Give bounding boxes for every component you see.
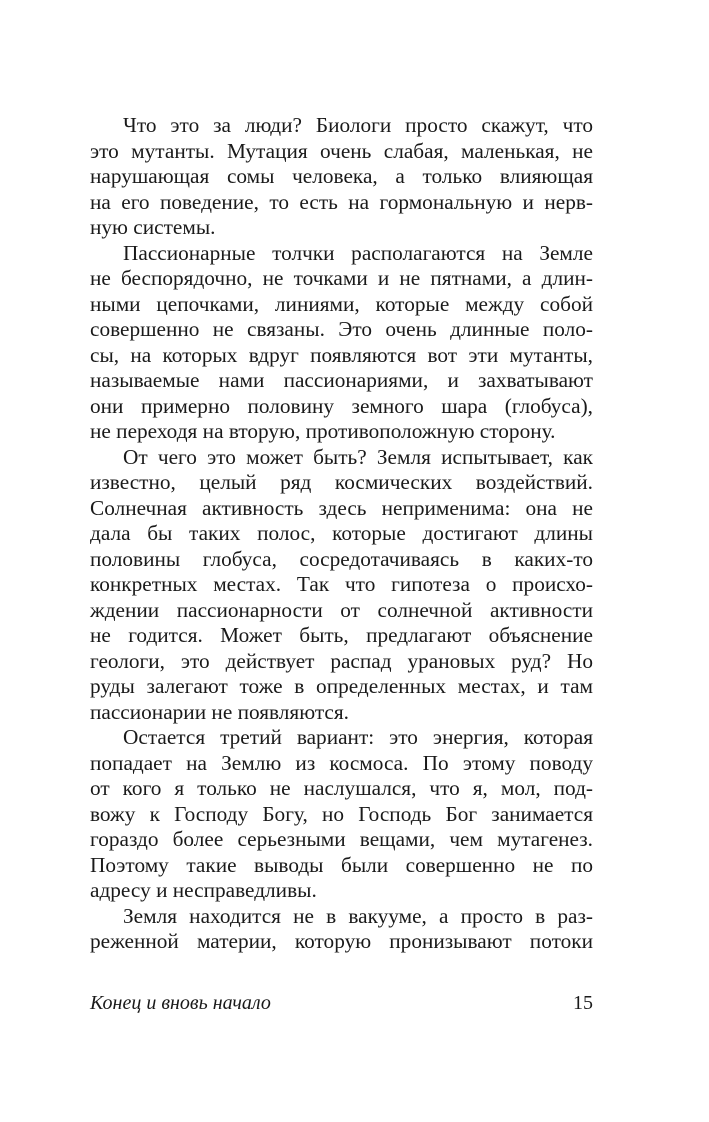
text-line: руды залегают тоже в определенных местах, и там	[90, 674, 593, 698]
page-footer	[90, 988, 593, 1018]
text-line: реженной материи, которую пронизывают потоки	[90, 929, 593, 953]
text-line: Пассионарные толчки располагаются на Земле	[123, 240, 593, 265]
text-line: Поэтому такие выводы были совершенно не по	[90, 852, 593, 877]
running-title: Конец и вновь начало	[90, 992, 271, 1014]
paragraph-4	[90, 725, 593, 904]
text-line: дала бы таких полос, которые достигают длины	[90, 521, 593, 545]
text-line: совершенно не связаны. Это очень длинные поло-	[90, 317, 593, 341]
text-line: геологи, это действует распад урановых руд? Но	[90, 648, 593, 673]
paragraph-1	[90, 113, 593, 241]
book-page	[90, 113, 593, 1023]
text-line: ную системы.	[90, 215, 216, 239]
text-line: сы, на которых вдруг появляются вот эти мутанты,	[90, 342, 593, 367]
text-line: от кого я только не наслушался, что я, мол, под-	[90, 776, 593, 800]
text-line: нарушающая сомы человека, а только влияющая	[90, 164, 593, 188]
text-line: Земля находится не в вакууме, а просто в раз-	[123, 903, 593, 928]
text-line: Что это за люди? Биологи просто скажут, что	[123, 113, 593, 137]
text-line: вожу к Господу Богу, но Господь Бог занимается	[90, 801, 593, 826]
text-line: конкретных местах. Так что гипотеза о происхо-	[90, 572, 593, 596]
text-line: известно, целый ряд космических воздействий.	[90, 470, 593, 494]
text-line: они примерно половину земного шара (глобуса),	[90, 393, 593, 418]
paragraph-5	[90, 904, 593, 955]
text-line: называемые нами пассионариями, и захватывают	[90, 368, 593, 392]
paragraph-2	[90, 241, 593, 445]
text-line: ными цепочками, линиями, которые между собой	[90, 291, 593, 316]
text-line: адресу и несправедливы.	[90, 878, 317, 902]
text-line: это мутанты. Мутация очень слабая, маленькая, не	[90, 138, 593, 163]
text-line: попадает на Землю из космоса. По этому поводу	[90, 750, 593, 775]
text-line: не беспорядочно, не точками и не пятнами, а длин-	[90, 266, 593, 290]
text-line: половины глобуса, сосредотачиваясь в каких-то	[90, 546, 593, 571]
text-line: на его поведение, то есть на гормональную и нерв-	[90, 189, 593, 214]
text-line: не переходя на вторую, противоположную сторону.	[90, 419, 556, 443]
paragraph-3	[90, 445, 593, 726]
text-line: пассионарии не появляются.	[90, 699, 349, 724]
text-line: Остается третий вариант: это энергия, которая	[123, 725, 593, 749]
text-line: Солнечная активность здесь неприменима: она не	[90, 495, 593, 520]
body-text	[90, 113, 593, 955]
text-line: ждении пассионарности от солнечной активности	[90, 597, 593, 622]
text-line: От чего это может быть? Земля испытывает, как	[123, 444, 593, 469]
text-line: гораздо более серьезными вещами, чем мутагенез.	[90, 827, 593, 851]
page-number: 15	[573, 992, 593, 1014]
text-line: не годится. Может быть, предлагают объяснение	[90, 623, 593, 647]
